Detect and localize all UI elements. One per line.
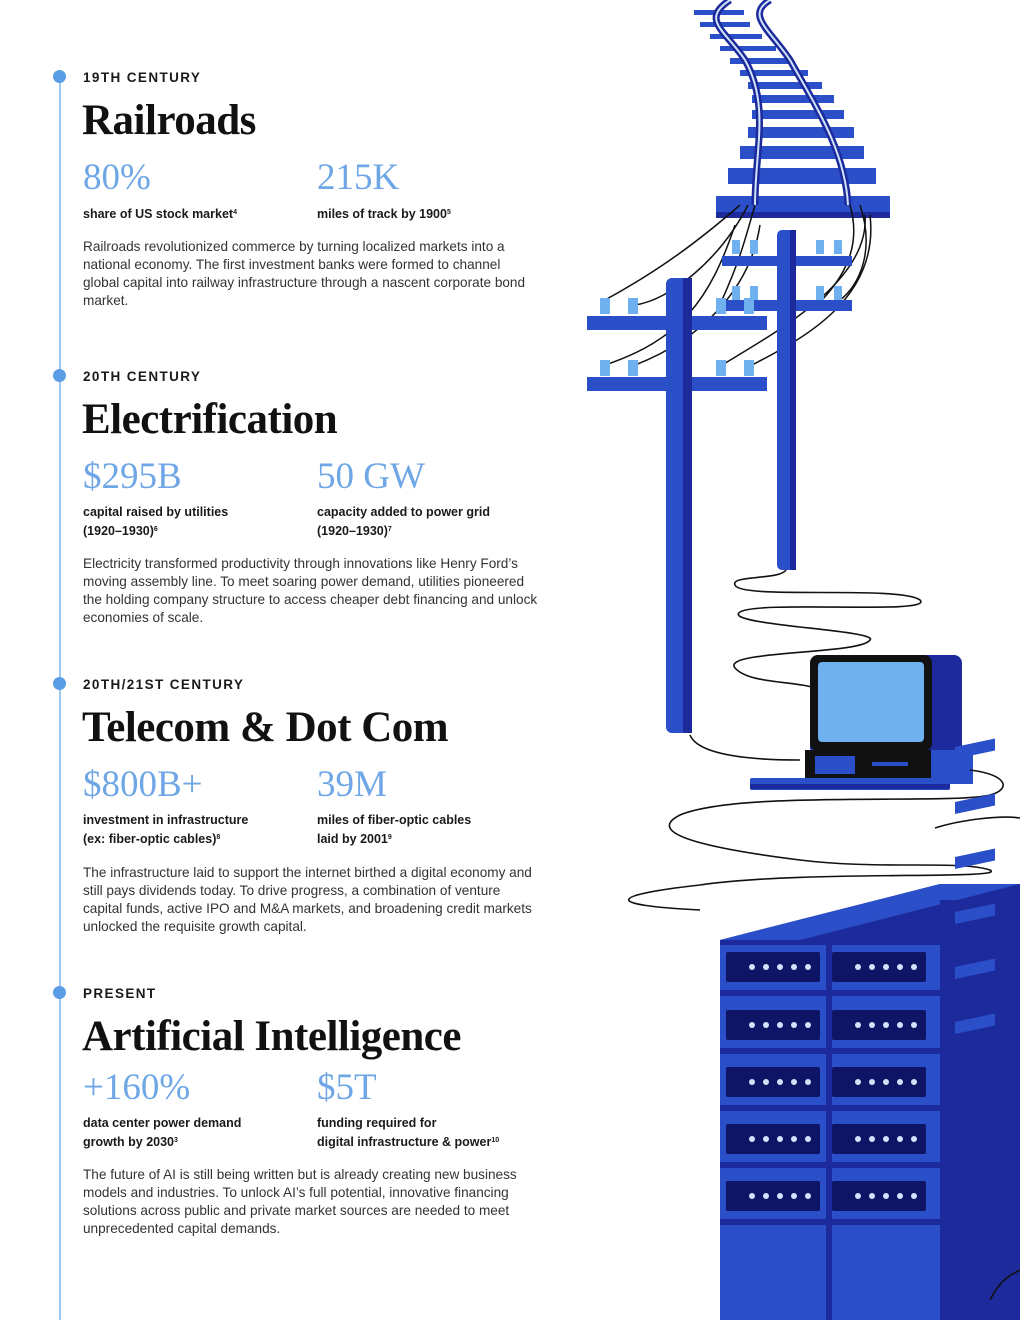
server-led <box>791 1193 797 1199</box>
server-led <box>869 1079 875 1085</box>
timeline-dot <box>53 70 66 83</box>
stat-value: $800B+ <box>83 764 203 805</box>
server-rack-icon <box>720 739 1020 1320</box>
server-led <box>749 1079 755 1085</box>
server-led <box>763 1022 769 1028</box>
timeline-dot <box>53 677 66 690</box>
server-led <box>791 1079 797 1085</box>
server-led <box>897 964 903 970</box>
era-description: The future of AI is still being written but is already creating new business models and industries. To unlock AI’s full potential, innovative financing solutions across public and private market sources are needed to meet unprecedented capital demands. <box>83 1167 517 1236</box>
computer-icon <box>690 655 973 790</box>
era-century: 20TH/21ST CENTURY <box>83 677 245 692</box>
stat-value: $295B <box>83 456 182 497</box>
stat-label: miles of fiber-optic cables laid by 2001$^9$ <box>317 813 472 846</box>
era-title: Telecom & Dot Com <box>82 704 449 751</box>
server-led <box>777 964 783 970</box>
stat-value: 80% <box>83 157 151 198</box>
server-led <box>805 1136 811 1142</box>
server-led <box>897 1136 903 1142</box>
server-led <box>869 964 875 970</box>
stat-value: 39M <box>317 764 387 805</box>
era-century: 19TH CENTURY <box>83 70 202 85</box>
server-led <box>763 1193 769 1199</box>
server-led <box>897 1193 903 1199</box>
server-led <box>777 1022 783 1028</box>
server-led <box>911 964 917 970</box>
server-led <box>749 1193 755 1199</box>
stat-label: funding required for digital infrastructure & power$^{10}$ <box>317 1116 500 1149</box>
server-led <box>911 1079 917 1085</box>
timeline-line <box>59 78 61 1320</box>
server-led <box>883 1136 889 1142</box>
server-led <box>749 1022 755 1028</box>
server-led <box>855 1136 861 1142</box>
server-led <box>855 1193 861 1199</box>
stat-label: miles of track by 1900$^5$ <box>317 207 451 221</box>
server-led <box>805 964 811 970</box>
server-led <box>869 1136 875 1142</box>
server-led <box>763 1079 769 1085</box>
server-led <box>791 1136 797 1142</box>
stat-label: capacity added to power grid (1920–1930)$^7$ <box>317 505 490 538</box>
server-led <box>911 1022 917 1028</box>
server-led <box>911 1136 917 1142</box>
server-led <box>777 1079 783 1085</box>
era-description: Electricity transformed productivity through innovations like Henry Ford’s moving assembly line. To meet soaring power demand, utilities pioneered the holding company structure to access cheaper debt financing and unlock economies of scale. <box>83 556 538 625</box>
stat-value: 50 GW <box>317 456 425 497</box>
stat-value: $5T <box>317 1067 377 1108</box>
server-led <box>869 1022 875 1028</box>
railroad-track-icon <box>694 0 890 218</box>
stat-value: 215K <box>317 157 400 198</box>
stat-label: data center power demand growth by 2030$^3$ <box>83 1116 242 1149</box>
stat-label: capital raised by utilities (1920–1930)$^6$ <box>83 505 229 538</box>
server-led <box>897 1022 903 1028</box>
server-led <box>883 1022 889 1028</box>
server-led <box>855 1079 861 1085</box>
server-led <box>897 1079 903 1085</box>
server-led <box>883 1193 889 1199</box>
stat-label: investment in infrastructure (ex: fiber-optic cables)$^8$ <box>83 813 249 846</box>
timeline-dot <box>53 369 66 382</box>
timeline-dot <box>53 986 66 999</box>
server-led <box>749 1136 755 1142</box>
era-century: PRESENT <box>83 986 157 1001</box>
server-led <box>805 1079 811 1085</box>
server-led <box>883 1079 889 1085</box>
era-title: Artificial Intelligence <box>82 1013 461 1060</box>
server-led <box>911 1193 917 1199</box>
server-led <box>855 964 861 970</box>
infrastructure-illustration <box>560 0 1020 1320</box>
server-led <box>805 1022 811 1028</box>
server-led <box>855 1022 861 1028</box>
server-led <box>763 1136 769 1142</box>
server-led <box>777 1136 783 1142</box>
server-led <box>777 1193 783 1199</box>
server-led <box>805 1193 811 1199</box>
server-led <box>763 964 769 970</box>
server-led <box>791 964 797 970</box>
stat-label: share of US stock market$^4$ <box>83 207 237 221</box>
server-led <box>791 1022 797 1028</box>
server-led <box>749 964 755 970</box>
era-description: The infrastructure laid to support the internet birthed a digital economy and still pays dividends today. To drive progress, a combination of venture capital funds, active IPO and M&A markets, and broadening credit markets unlocked the requisite growth capital. <box>83 865 532 934</box>
era-century: 20TH CENTURY <box>83 369 202 384</box>
stat-value: +160% <box>83 1067 191 1108</box>
era-title: Railroads <box>82 97 256 144</box>
era-description: Railroads revolutionized commerce by turning localized markets into a national economy. The first investment banks were formed to channel global capital into railway infrastructure through a nascent corporate bond market. <box>83 239 526 308</box>
era-title: Electrification <box>82 396 338 443</box>
server-led <box>883 964 889 970</box>
server-led <box>869 1193 875 1199</box>
